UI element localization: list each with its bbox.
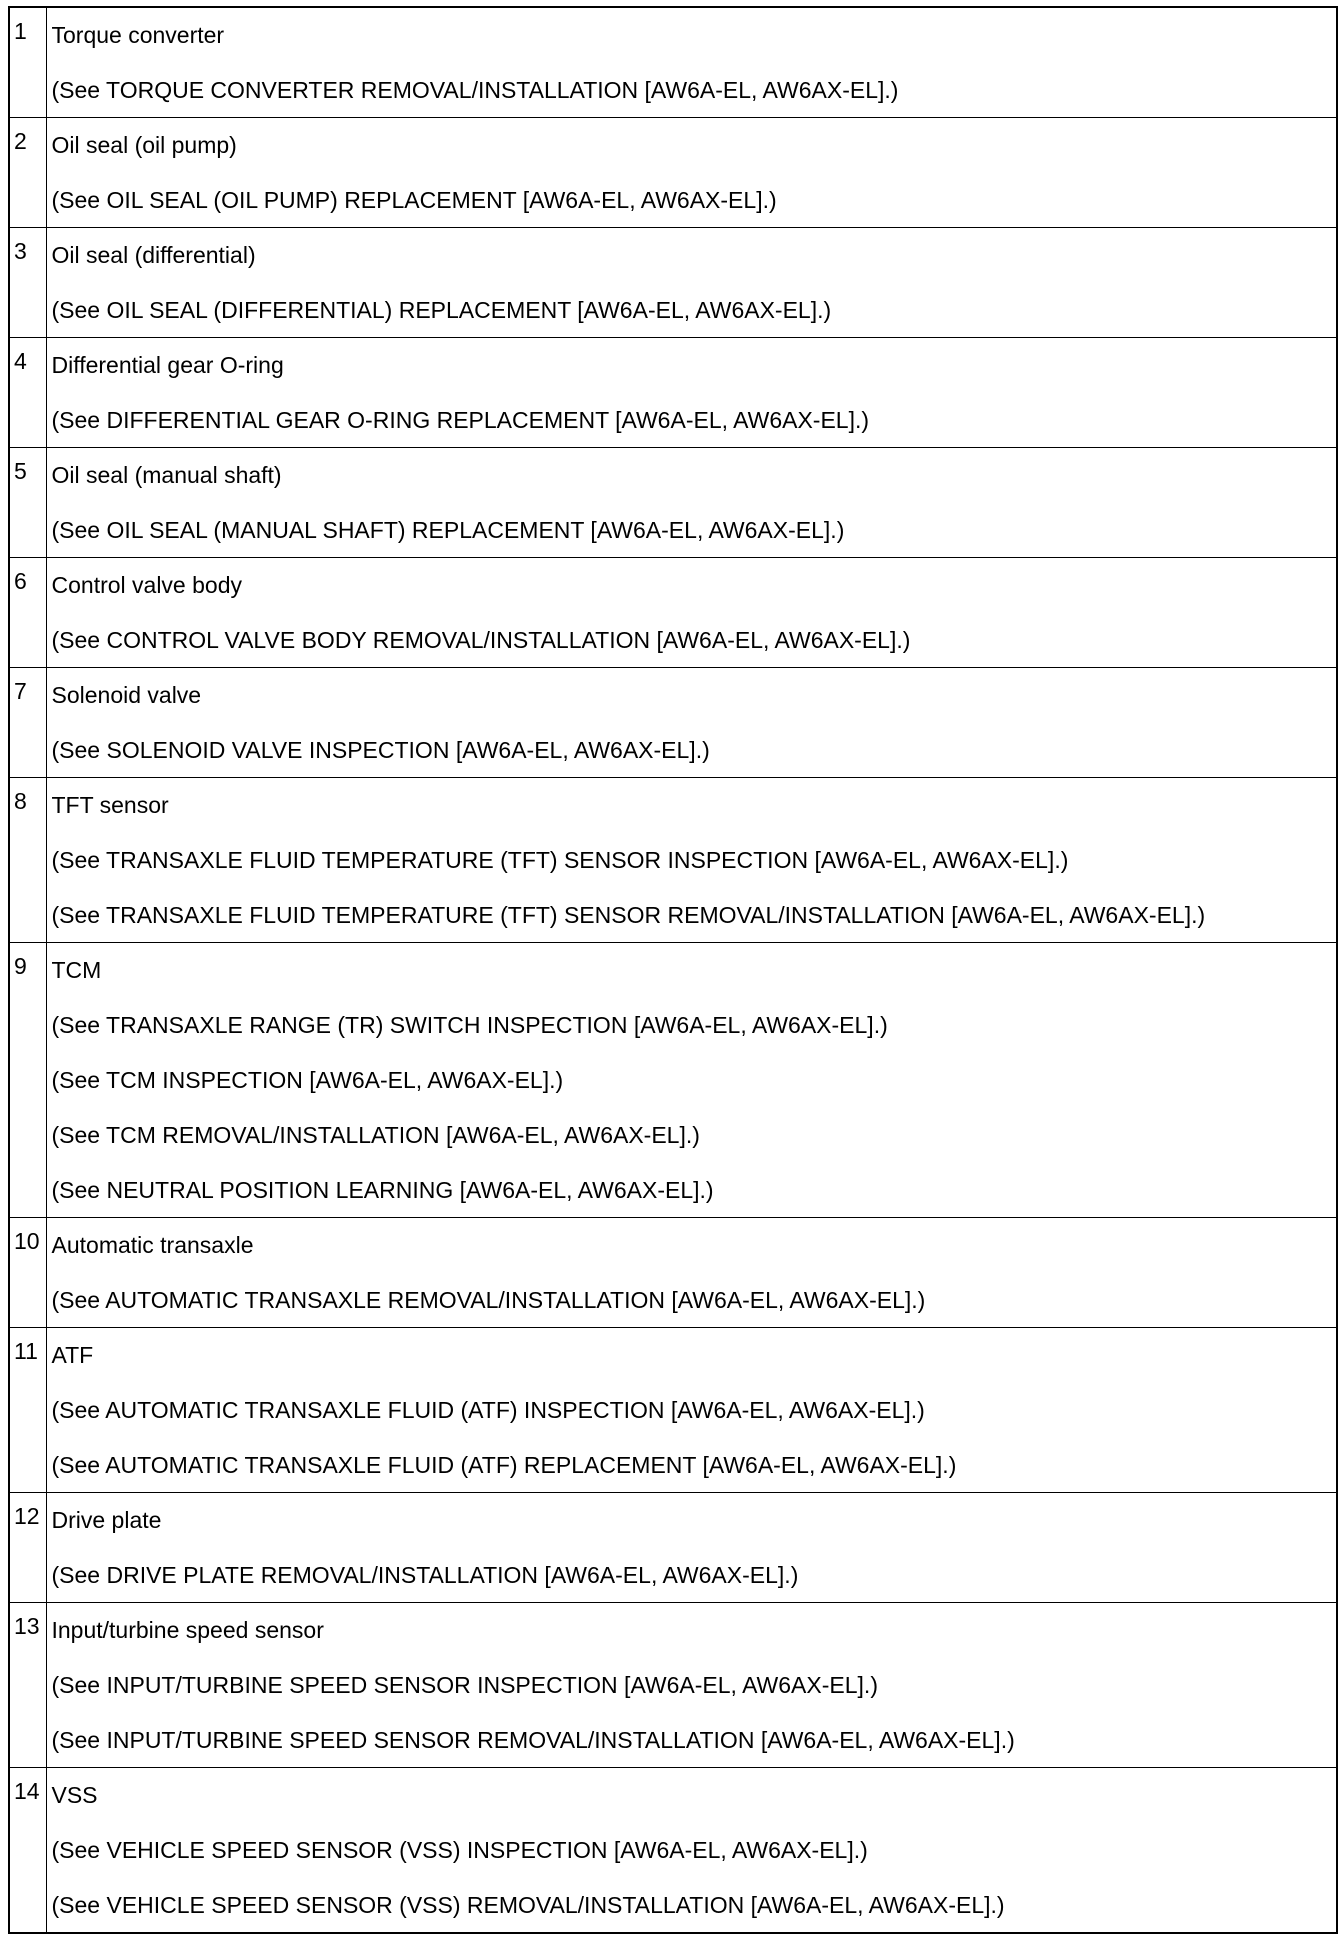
table-row [9, 1493, 1337, 1603]
procedure-reference-link[interactable]: (See TCM INSPECTION [AW6A-EL, AW6AX-EL].) [51, 1067, 564, 1093]
procedure-reference-link[interactable]: (See DRIVE PLATE REMOVAL/INSTALLATION [AW6A-EL, AW6AX-EL].) [51, 1562, 799, 1588]
table-row [9, 338, 1337, 448]
component-name: Drive plate [51, 1507, 162, 1533]
item-details [46, 448, 1337, 558]
procedure-reference-link[interactable]: (See TCM REMOVAL/INSTALLATION [AW6A-EL, AW6AX-EL].) [51, 1122, 700, 1148]
item-details [46, 943, 1337, 1218]
item-details [46, 338, 1337, 448]
procedure-reference-link[interactable]: (See VEHICLE SPEED SENSOR (VSS) REMOVAL/INSTALLATION [AW6A-EL, AW6AX-EL].) [51, 1892, 1005, 1918]
item-number: 9 [9, 943, 46, 1218]
component-name: Differential gear O-ring [51, 352, 284, 378]
item-details [46, 1768, 1337, 1934]
procedure-reference-link[interactable]: (See DIFFERENTIAL GEAR O-RING REPLACEMENT [AW6A-EL, AW6AX-EL].) [51, 407, 870, 433]
component-name: Automatic transaxle [51, 1232, 254, 1258]
item-number: 10 [9, 1218, 46, 1328]
procedure-reference-link[interactable]: (See OIL SEAL (OIL PUMP) REPLACEMENT [AW6A-EL, AW6AX-EL].) [51, 187, 777, 213]
component-name: Solenoid valve [51, 682, 202, 708]
component-name: Oil seal (manual shaft) [51, 462, 282, 488]
table-row [9, 1603, 1337, 1768]
procedure-reference-link[interactable]: (See INPUT/TURBINE SPEED SENSOR REMOVAL/INSTALLATION [AW6A-EL, AW6AX-EL].) [51, 1727, 1015, 1753]
item-number: 2 [9, 118, 46, 228]
component-name: Torque converter [51, 22, 225, 48]
component-name: VSS [51, 1782, 98, 1808]
procedure-reference-link[interactable]: (See TRANSAXLE FLUID TEMPERATURE (TFT) SENSOR INSPECTION [AW6A-EL, AW6AX-EL].) [51, 847, 1069, 873]
item-number: 13 [9, 1603, 46, 1768]
table-row [9, 778, 1337, 943]
item-number: 4 [9, 338, 46, 448]
item-details [46, 1493, 1337, 1603]
procedure-reference-link[interactable]: (See TRANSAXLE FLUID TEMPERATURE (TFT) SENSOR REMOVAL/INSTALLATION [AW6A-EL, AW6AX-EL].) [51, 902, 1206, 928]
item-number: 1 [9, 7, 46, 118]
item-number: 14 [9, 1768, 46, 1934]
item-details [46, 778, 1337, 943]
procedure-reference-link[interactable]: (See AUTOMATIC TRANSAXLE FLUID (ATF) REPLACEMENT [AW6A-EL, AW6AX-EL].) [51, 1452, 957, 1478]
procedure-reference-link[interactable]: (See TRANSAXLE RANGE (TR) SWITCH INSPECTION [AW6A-EL, AW6AX-EL].) [51, 1012, 888, 1038]
table-row [9, 943, 1337, 1218]
component-name: Oil seal (differential) [51, 242, 256, 268]
procedure-reference-link[interactable]: (See OIL SEAL (MANUAL SHAFT) REPLACEMENT [AW6A-EL, AW6AX-EL].) [51, 517, 845, 543]
procedure-reference-link[interactable]: (See AUTOMATIC TRANSAXLE REMOVAL/INSTALLATION [AW6A-EL, AW6AX-EL].) [51, 1287, 926, 1313]
item-details [46, 1218, 1337, 1328]
item-number: 6 [9, 558, 46, 668]
table-row [9, 558, 1337, 668]
procedure-reference-link[interactable]: (See NEUTRAL POSITION LEARNING [AW6A-EL, AW6AX-EL].) [51, 1177, 714, 1203]
item-number: 11 [9, 1328, 46, 1493]
procedure-reference-link[interactable]: (See SOLENOID VALVE INSPECTION [AW6A-EL, AW6AX-EL].) [51, 737, 710, 763]
procedure-reference-link[interactable]: (See VEHICLE SPEED SENSOR (VSS) INSPECTION [AW6A-EL, AW6AX-EL].) [51, 1837, 868, 1863]
table-row [9, 448, 1337, 558]
component-name: ATF [51, 1342, 94, 1368]
component-table-body [9, 7, 1337, 1933]
table-row [9, 1218, 1337, 1328]
table-row [9, 1328, 1337, 1493]
procedure-reference-link[interactable]: (See AUTOMATIC TRANSAXLE FLUID (ATF) INSPECTION [AW6A-EL, AW6AX-EL].) [51, 1397, 925, 1423]
table-row [9, 228, 1337, 338]
procedure-reference-link[interactable]: (See INPUT/TURBINE SPEED SENSOR INSPECTION [AW6A-EL, AW6AX-EL].) [51, 1672, 878, 1698]
component-name: TFT sensor [51, 792, 169, 818]
item-number: 7 [9, 668, 46, 778]
component-name: Control valve body [51, 572, 242, 598]
component-name: Oil seal (oil pump) [51, 132, 237, 158]
item-details [46, 7, 1337, 118]
table-row [9, 7, 1337, 118]
component-name: TCM [51, 957, 102, 983]
item-details [46, 1603, 1337, 1768]
item-details [46, 558, 1337, 668]
procedure-reference-link[interactable]: (See CONTROL VALVE BODY REMOVAL/INSTALLATION [AW6A-EL, AW6AX-EL].) [51, 627, 911, 653]
item-details [46, 668, 1337, 778]
item-number: 3 [9, 228, 46, 338]
component-name: Input/turbine speed sensor [51, 1617, 324, 1643]
table-row [9, 118, 1337, 228]
table-row [9, 668, 1337, 778]
procedure-reference-link[interactable]: (See OIL SEAL (DIFFERENTIAL) REPLACEMENT [AW6A-EL, AW6AX-EL].) [51, 297, 832, 323]
table-row [9, 1768, 1337, 1934]
item-number: 5 [9, 448, 46, 558]
item-details [46, 118, 1337, 228]
item-number: 8 [9, 778, 46, 943]
item-details [46, 228, 1337, 338]
component-table [8, 6, 1338, 1934]
item-details [46, 1328, 1337, 1493]
procedure-reference-link[interactable]: (See TORQUE CONVERTER REMOVAL/INSTALLATION [AW6A-EL, AW6AX-EL].) [51, 77, 899, 103]
item-number: 12 [9, 1493, 46, 1603]
